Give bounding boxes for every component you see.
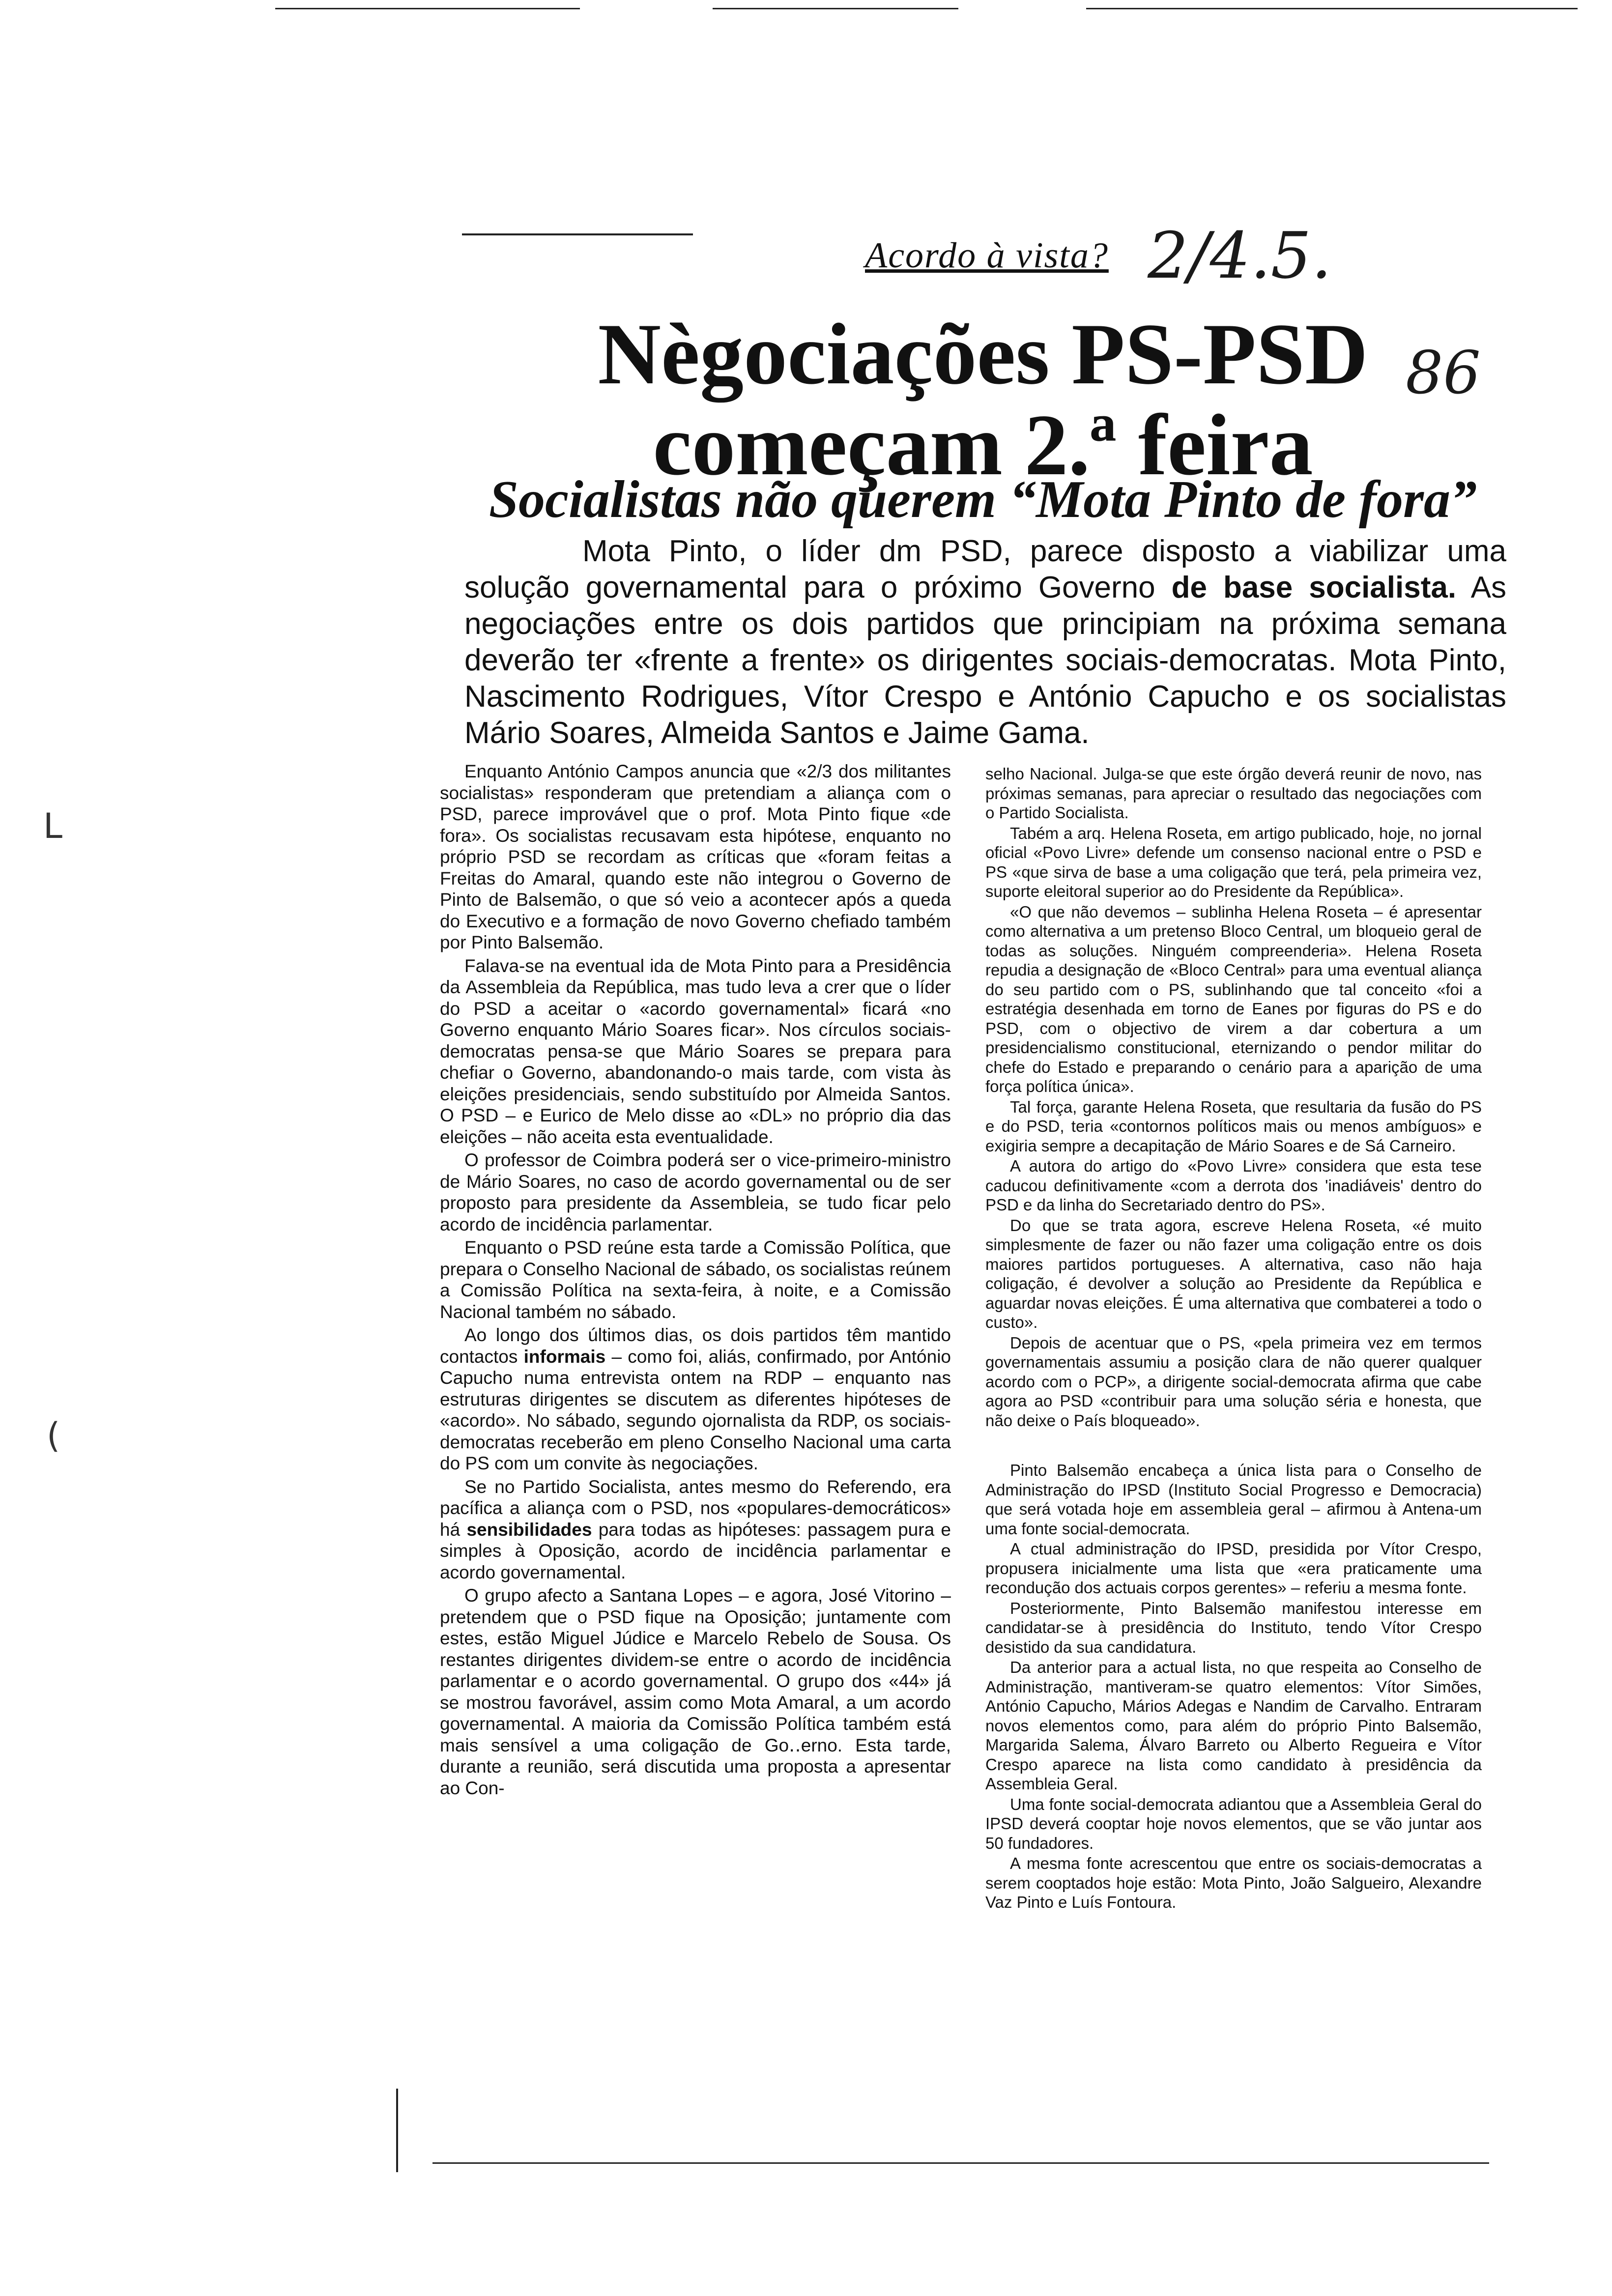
kicker: Acordo à vista? <box>865 235 1109 276</box>
lead-text-2: As negociações entre os dois partidos que principiam na próxima semana deverão ter «frente a frente» os dirigentes sociais-democratas. Mota Pinto, Nascimento Rodrigues, Vítor Crespo e António Capucho e os socialistas Mário Soares, Almeida Santos e Jaime Gama. <box>464 571 1506 750</box>
paragraph: Tal força, garante Helena Roseta, que resultaria da fusão do PS e do PSD, teria «contornos políticos mais ou menos ambíguos» e exigiria sempre a decapitação de Mário Soares e de Sá Carneiro. <box>985 1097 1482 1155</box>
handwritten-date: 2/4.5. <box>1148 218 1332 293</box>
section-gap <box>985 1431 1482 1461</box>
lead-text-1: Mota Pinto, o líder dm PSD, parece disposto a viabilizar uma solução governamental para o próximo Governo <box>464 534 1506 604</box>
paragraph: A ctual administração do IPSD, presidida por Vítor Crespo, propusera inicialmente uma lista que «era praticamente uma recondução dos actuais corpos gerentes» – referiu a mesma fonte. <box>985 1540 1482 1597</box>
paragraph: Falava-se na eventual ida de Mota Pinto para a Presidência da Assembleia da República, mas tudo leva a crer que o líder do PSD a aceitar o «acordo governamental» ficará «no Governo enquanto Mário Soares ficar». Nos círculos sociais-democratas pensa-se que Mário Soares se prepara para chefiar o Governo, abandonando-o mais tarde, com vista às eleições presidenciais, sendo substituído por Almeida Santos. O PSD – e Eurico de Melo disse ao «DL» no próprio dia das eleições – não aceita esta eventualidade. <box>440 955 951 1147</box>
body-column-1 <box>440 761 951 1801</box>
lead-paragraph <box>464 533 1506 751</box>
paragraph: Tabém a arq. Helena Roseta, em artigo publicado, hoje, no jornal oficial «Povo Livre» defende um consenso nacional entre o PSD e PS «que sirva de base a uma coligação que terá, pela primeira vez, suporte eleitoral superior ao do Presidente da República». <box>985 824 1482 900</box>
paragraph: Enquanto António Campos anuncia que «2/3 dos militantes socialistas» responderam que pretendiam a aliança com o PSD, parece improvável que o prof. Mota Pinto fique «de fora». Os socialistas recusavam esta hipótese, enquanto no próprio PSD se recordam as críticas que «foram feitas a Freitas do Amaral, quando este não integrou o Governo de Pinto de Balsemão, o que só veio a acontecer após a queda do Executivo e a formação de novo Governo chefiado também por Pinto Balsemão. <box>440 761 951 952</box>
bold-text: informais <box>523 1346 606 1367</box>
paragraph: «O que não devemos – sublinha Helena Roseta – é apresentar como alternativa a um pretenso Bloco Central, um bloqueio geral de todas as soluções. Ninguém compreenderia». Helena Roseta repudia a designação de «Bloco Central» para uma eventual aliança do seu partido com o PS, sublinhando que tal conceito «foi a estratégia desenhada em torno de Eanes por figuras do PS e do PSD, com o objectivo de virem a dar cobertura a um presidencialismo constitucional, eternizando o pendor militar do chefe do Estado e preparando o cenário para a aparição de uma força política única». <box>985 902 1482 1095</box>
handwritten-year: 86 <box>1406 339 1481 407</box>
text-run: – como foi, aliás, confirmado, por António Capucho numa entrevista ontem na RDP – enquanto nas estruturas dirigentes se discutem as diferentes hipóteses de «acordo». No sábado, segundo ojornalista da RDP, os sociais-democratas receberão em pleno Conselho Nacional uma carta do PS com um convite às negociações. <box>440 1346 951 1473</box>
margin-line <box>396 2089 398 2172</box>
text-run: Se no Partido Socialista, antes mesmo do Referendo, era pacífica a aliança com o PSD, nos «populares-democráticos» há <box>440 1476 951 1540</box>
paragraph: Do que se trata agora, escreve Helena Roseta, «é muito simplesmente de fazer ou não fazer uma coligação entre os dois maiores partidos portugueses. A alternativa, caso não haja coligação, é devolver a solução ao Presidente da República e aguardar novas eleições. É uma alternativa que combaterei a todo o custo». <box>985 1216 1482 1331</box>
header-rule <box>462 233 693 235</box>
text-run: Ao longo dos últimos dias, os dois partidos têm mantido contactos <box>440 1325 951 1367</box>
paragraph <box>440 1476 951 1583</box>
text-run: para todas as hipóteses: passagem pura e simples à Oposição, acordo de incidência parlamentar e acordo governamental. <box>440 1519 951 1582</box>
paragraph: Uma fonte social-democrata adiantou que a Assembleia Geral do IPSD deverá cooptar hoje novos elementos, que se vão juntar aos 50 fundadores. <box>985 1795 1482 1852</box>
headline-line-1: Nègociações PS-PSD <box>598 305 1368 402</box>
lead-bold: de base socialista. <box>1171 571 1457 604</box>
scan-mark: L <box>43 806 62 846</box>
scan-edge-line <box>1086 8 1578 9</box>
paragraph: Da anterior para a actual lista, no que respeita ao Conselho de Administração, mantiveram-se quatro elementos: Vítor Simões, António Capucho, Mários Adegas e Nandim de Carvalho. Entraram novos elementos como, para além do próprio Pinto Balsemão, Margarida Salema, Álvaro Barreto ou Alberto Regueira e Vítor Crespo aparece na lista como candidato à presidência da Assembleia Geral. <box>985 1658 1482 1793</box>
paragraph: selho Nacional. Julga-se que este órgão deverá reunir de novo, nas próximas semanas, para apreciar o resultado das negociações com o Partido Socialista. <box>985 765 1482 822</box>
paragraph: Depois de acentuar que o PS, «pela primeira vez em termos governamentais assumiu a posição clara de não querer qualquer acordo com o PCP», a dirigente social-democrata afirma que cabe agora ao PSD «contribuir para uma solução séria e honesta, que não deixe o País bloqueado». <box>985 1333 1482 1430</box>
scan-edge-line <box>713 8 958 9</box>
paragraph: Enquanto o PSD reúne esta tarde a Comissão Política, que prepara o Conselho Nacional de sábado, os socialistas reúnem a Comissão Política na sexta-feira, à noite, e a Comissão Nacional também no sábado. <box>440 1237 951 1322</box>
paragraph <box>440 1324 951 1474</box>
paragraph: Pinto Balsemão encabeça a única lista para o Conselho de Administração do IPSD (Instituto Social Progresso e Democracia) que será votada hoje em assembleia geral – afirmou à Antena-um uma fonte social-democrata. <box>985 1461 1482 1538</box>
paragraph: Posteriormente, Pinto Balsemão manifestou interesse em candidatar-se à presidência do Instituto, tendo Vítor Crespo desistido da sua candidatura. <box>985 1599 1482 1656</box>
bold-text: sensibilidades <box>466 1519 592 1540</box>
body-column-2 <box>985 764 1482 1913</box>
headline-line-2: começam 2.ª feira <box>653 396 1313 493</box>
subheadline: Socialistas não querem “Mota Pinto de fora” <box>489 470 1477 529</box>
footer-rule <box>432 2162 1489 2164</box>
scan-edge-line <box>275 8 580 9</box>
paragraph: O grupo afecto a Santana Lopes – e agora, José Vitorino – pretendem que o PSD fique na Oposição; juntamente com estes, estão Miguel Júdice e Marcelo Rebelo de Sousa. Os restantes dirigentes dividem-se entre o acordo de incidência parlamentar e o acordo governamental. O grupo dos «44» já se mostrou favorável, assim como Mota Amaral, a um acordo governamental. A maioria da Comissão Política também está mais sensível a uma coligação de Go‥erno. Esta tarde, durante a reunião, será discutida uma proposta a apresentar ao Con- <box>440 1585 951 1798</box>
paragraph: A mesma fonte acrescentou que entre os sociais-democratas a serem cooptados hoje estão: Mota Pinto, João Salgueiro, Alexandre Vaz Pinto e Luís Fontoura. <box>985 1854 1482 1911</box>
scan-mark: ( <box>47 1415 60 1456</box>
paragraph: A autora do artigo do «Povo Livre» considera que esta tese caducou definitivamente «com a derrota dos 'inadiáveis' dentro do PSD e da linha do Secretariado dentro do PS». <box>985 1157 1482 1214</box>
paragraph: O professor de Coimbra poderá ser o vice-primeiro-ministro de Mário Soares, no caso de acordo governamental ou de ser proposto para presidente da Assembleia, se tudo ficar pelo acordo de incidência parlamentar. <box>440 1150 951 1234</box>
